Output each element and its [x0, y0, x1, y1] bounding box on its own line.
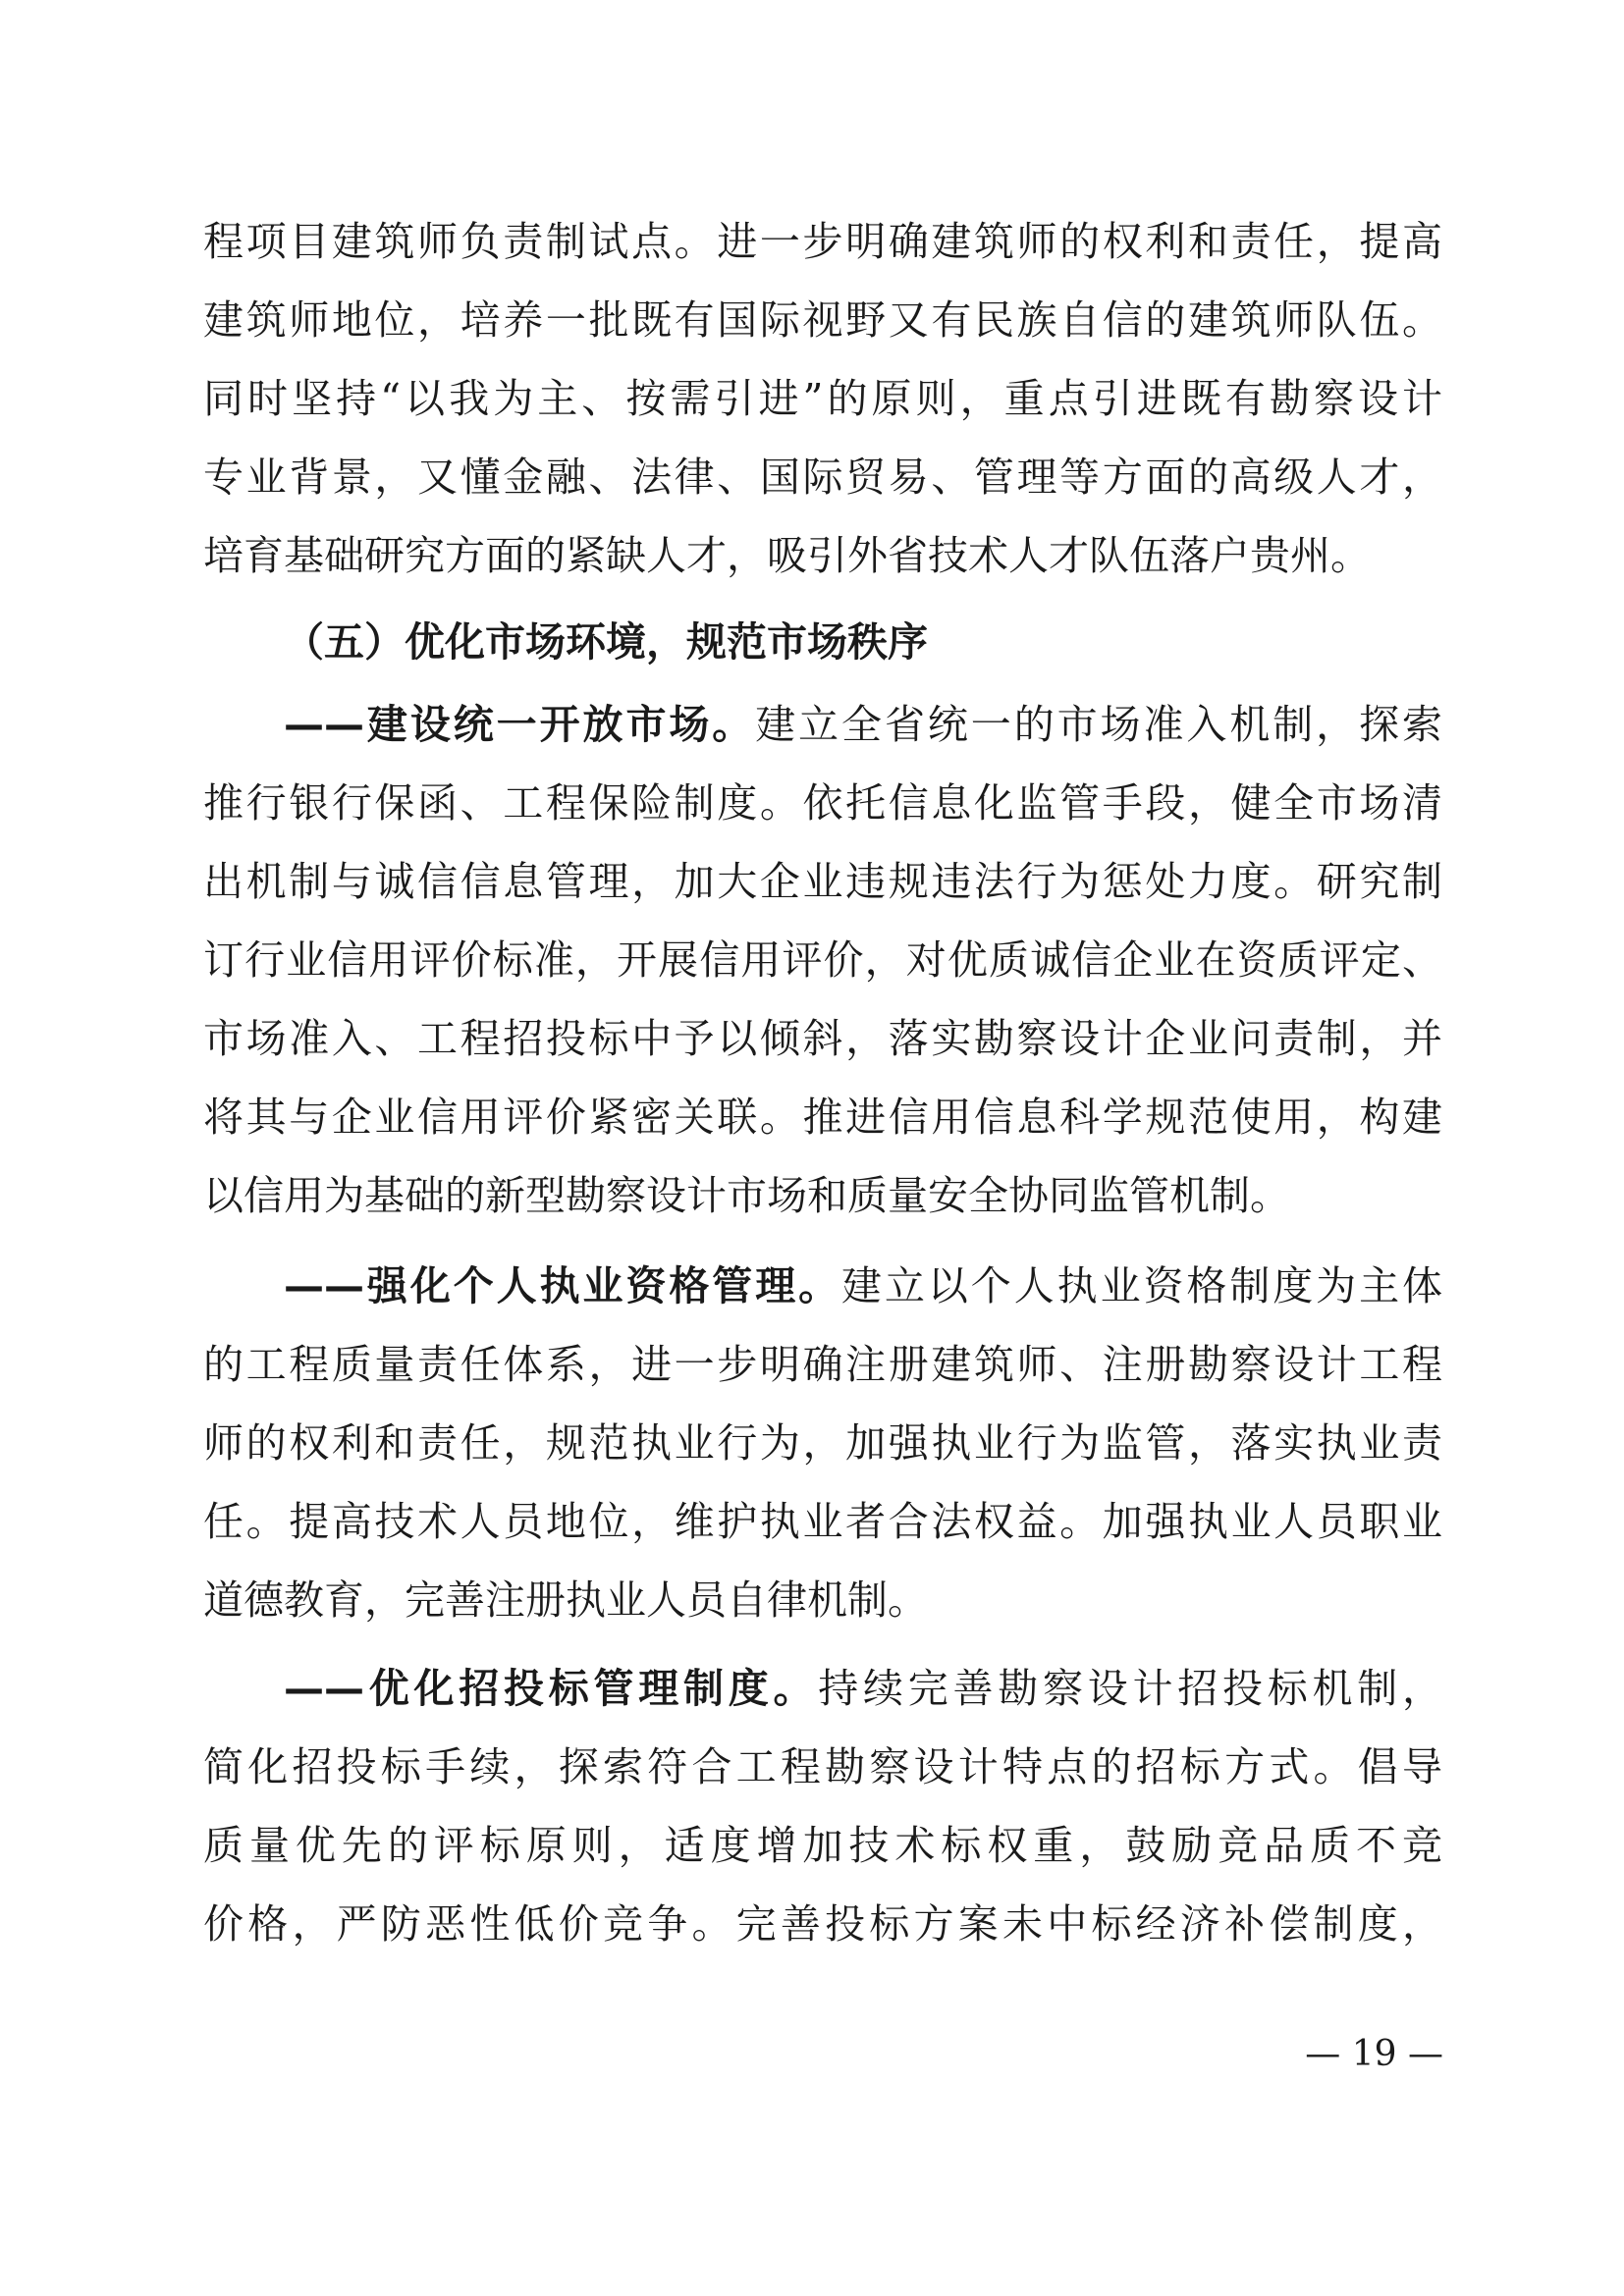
line-text: 的工程质量责任体系，进一步明确注册建筑师、注册勘察设计工程	[203, 1341, 1442, 1388]
paragraph-line	[284, 1258, 1442, 1313]
section-heading-text: （五）优化市场环境，规范市场秩序	[284, 618, 928, 666]
paragraph-line	[203, 1494, 1442, 1549]
line-text: 持续完善勘察设计招投标机制，	[818, 1665, 1442, 1712]
section-heading	[284, 614, 1442, 669]
line-text: 简化招投标手续，探索符合工程勘察设计特点的招标方式。倡导	[203, 1743, 1442, 1790]
paragraph-line	[284, 697, 1442, 752]
paragraph-line	[203, 1896, 1442, 1951]
paragraph-line	[203, 450, 1442, 505]
paragraph-line	[203, 1573, 1442, 1628]
line-text: 质量优先的评标原则，适度增加技术标权重，鼓励竞品质不竞	[203, 1822, 1442, 1869]
item-heading-text: ——建设统一开放市场。	[284, 701, 756, 748]
line-text: 将其与企业信用评价紧密关联。推进信用信息科学规范使用，构建	[203, 1094, 1442, 1141]
line-text: 程项目建筑师负责制试点。进一步明确建筑师的权利和责任，提高	[203, 218, 1442, 265]
item-heading-text: ——强化个人执业资格管理。	[284, 1262, 842, 1309]
paragraph-line	[203, 1818, 1442, 1873]
paragraph-line	[203, 214, 1442, 269]
line-text: 市场准入、工程招投标中予以倾斜，落实勘察设计企业问责制，并	[203, 1015, 1442, 1062]
line-text: 订行业信用评价标准，开展信用评价，对优质诚信企业在资质评定、	[203, 936, 1442, 984]
paragraph-line	[203, 933, 1442, 988]
paragraph-line	[284, 1661, 1442, 1716]
line-text: 以信用为基础的新型勘察设计市场和质量安全协同监管机制。	[203, 1172, 1290, 1219]
line-text: 价格，严防恶性低价竞争。完善投标方案未中标经济补偿制度，	[203, 1900, 1442, 1948]
paragraph-line	[203, 1415, 1442, 1470]
paragraph-line	[203, 854, 1442, 909]
line-text: 同时坚持“以我为主、按需引进”的原则，重点引进既有勘察设计	[203, 375, 1442, 422]
paragraph-line	[203, 371, 1442, 426]
page-number: — 19 —	[1305, 2034, 1443, 2074]
line-text: 建筑师地位，培养一批既有国际视野又有民族自信的建筑师队伍。	[203, 296, 1442, 344]
paragraph-line	[203, 1090, 1442, 1145]
paragraph-line	[203, 528, 1442, 583]
line-text: 建立以个人执业资格制度为主体	[841, 1262, 1442, 1309]
line-text: 建立全省统一的市场准入机制，探索	[755, 701, 1442, 748]
line-text: 师的权利和责任，规范执业行为，加强执业行为监管，落实执业责	[203, 1419, 1442, 1467]
line-text: 出机制与诚信信息管理，加大企业违规违法行为惩处力度。研究制	[203, 858, 1442, 905]
line-text: 道德教育，完善注册执业人员自律机制。	[203, 1576, 928, 1624]
line-text: 培育基础研究方面的紧缺人才，吸引外省技术人才队伍落户贵州。	[203, 532, 1371, 579]
line-text: 任。提高技术人员地位，维护执业者合法权益。加强执业人员职业	[203, 1498, 1442, 1545]
item-heading-text: ——优化招投标管理制度。	[284, 1665, 819, 1712]
line-text: 推行银行保函、工程保险制度。依托信息化监管手段，健全市场清	[203, 779, 1442, 827]
paragraph-line	[203, 1337, 1442, 1392]
line-text: 专业背景，又懂金融、法律、国际贸易、管理等方面的高级人才，	[203, 454, 1442, 501]
paragraph-line	[203, 775, 1442, 830]
paragraph-line	[203, 293, 1442, 347]
paragraph-line	[203, 1011, 1442, 1066]
paragraph-line	[203, 1739, 1442, 1794]
paragraph-line	[203, 1168, 1442, 1223]
